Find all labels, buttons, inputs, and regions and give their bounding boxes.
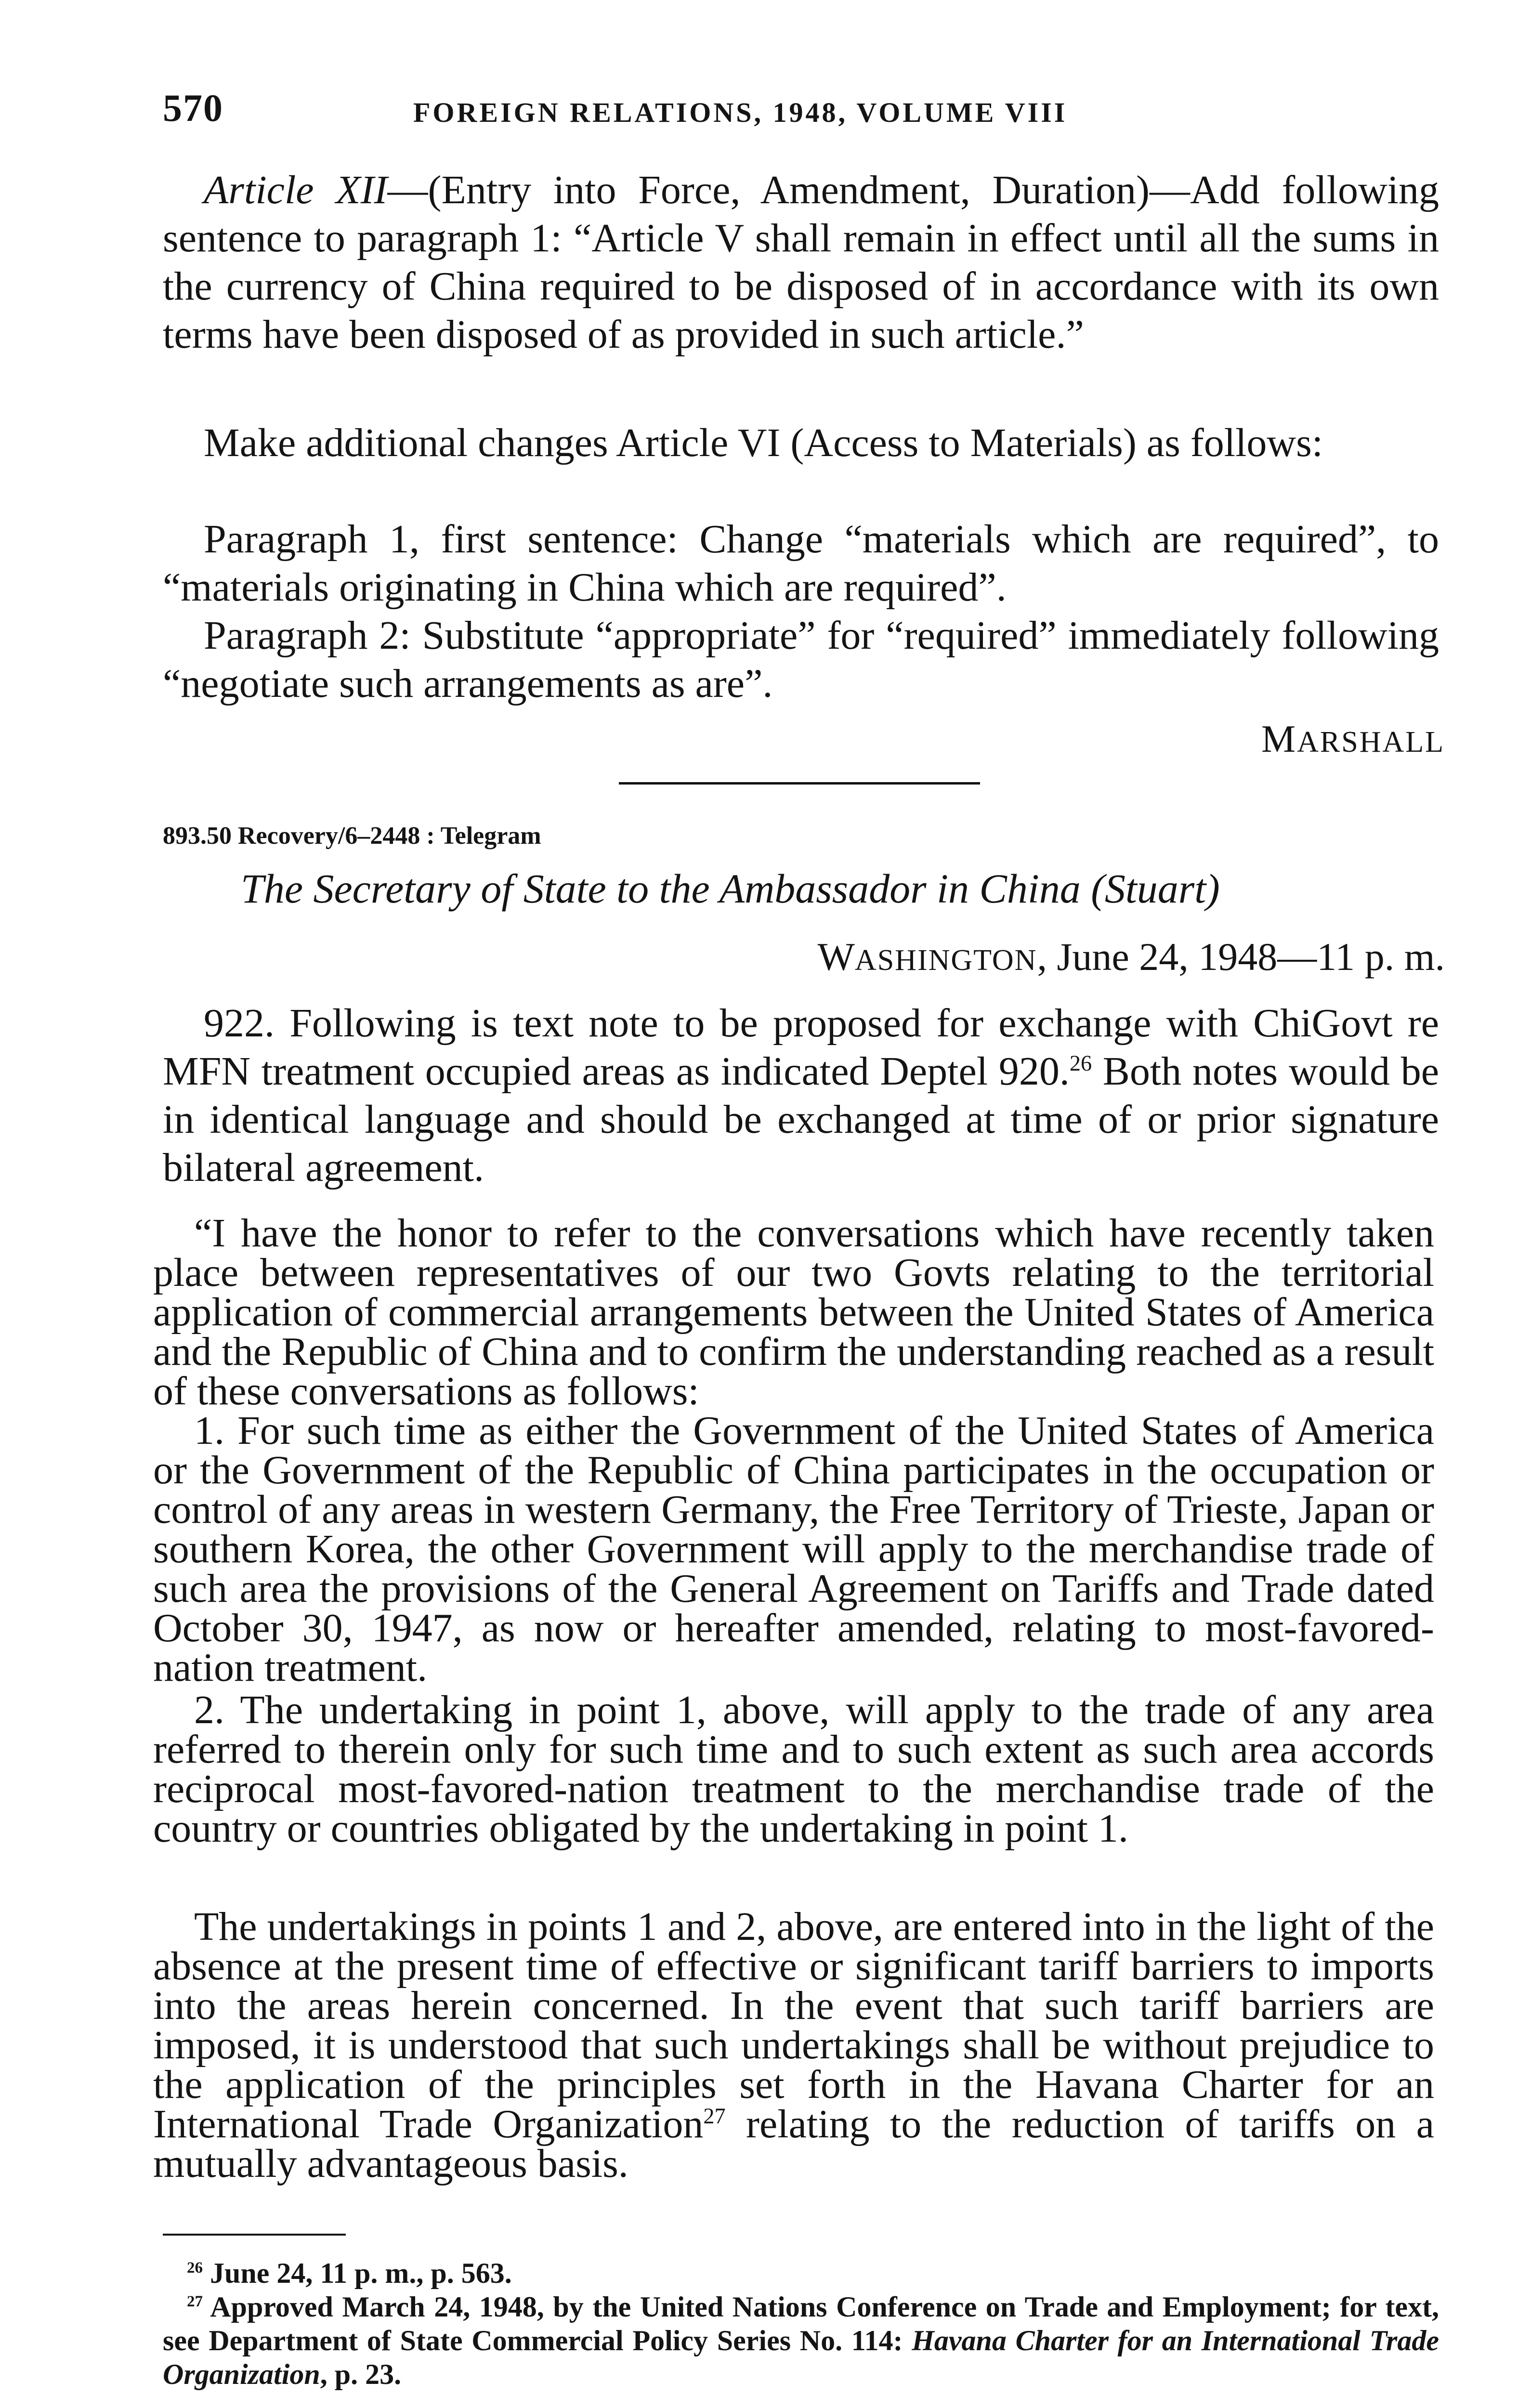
footnote-ref-27: 27 <box>703 2104 726 2128</box>
article-xii-text: —(Entry into Force, Amendment, Duration)—Add following sentence to paragraph 1: “Article V shall remain in effect until all the sums in the currency of China required to be disposed of in accordance with its own terms have been disposed of as provided in such article.” <box>163 168 1439 357</box>
article-xii-label: Article XII <box>204 168 388 212</box>
running-title: FOREIGN RELATIONS, 1948, VOLUME VIII <box>413 97 1068 128</box>
footnote-26: $^{26}$ June 24, 11 p. m., p. 563. <box>187 2257 512 2289</box>
note-opening: “I have the honor to refer to the conversations which have recently taken place between representatives of our two Govts relating to the territorial application of commercial arrangements between the United States of America and the Republic of China and to confirm the understanding reached as a result of these conversations as follows: <box>153 1211 1434 1413</box>
section-divider <box>619 782 980 785</box>
running-header <box>163 87 1439 135</box>
dateline: WASHINGTON, June 24, 1948—11 p. m. <box>817 935 1445 979</box>
document-heading: The Secretary of State to the Ambassador in China (Stuart) <box>241 865 1220 912</box>
paragraph-1-change: Paragraph 1, first sentence: Change “materials which are required”, to “materials originating in China which are required”. <box>163 517 1439 610</box>
telegram-intro: 922. Following is text note to be proposed for exchange with ChiGovt re MFN treatment occupied areas as indicated Deptel 920.26 Both notes would be in identical language and should be exchanged at time of or prior signature bilateral agreement. <box>163 1001 1439 1190</box>
footnote-ref-26: 26 <box>1069 1051 1092 1075</box>
signature-marshall: MARSHALL <box>1261 718 1445 760</box>
footnote-divider <box>163 2234 346 2236</box>
file-reference: 893.50 Recovery/6–2448 : Telegram <box>163 822 541 850</box>
page-number: 570 <box>163 87 223 130</box>
paragraph-2-change: Paragraph 2: Substitute “appropriate” for “required” immediately following “negotiate such arrangements as are”. <box>163 613 1439 706</box>
footnote-27: $^{27}$ Approved March 24, 1948, by the United Nations Conference on Trade and Employment; for text, see Department of State Commercial Policy Series No. 114: Havana Charter for an International Trade Organization, p. 23. <box>163 2291 1439 2390</box>
note-closing-paragraph: The undertakings in points 1 and 2, above, are entered into in the light of the absence at the present time of effective or significant tariff barriers to imports into the areas herein concerned. In the event that such tariff barriers are imposed, it is understood that such undertakings shall be without prejudice to the application of the principles set forth in the Havana Charter for an International Trade Organization$^{27}$ relating to the reduction of tariffs on a mutually advantageous basis. <box>153 1904 1434 2186</box>
note-point-1: 1. For such time as either the Government of the United States of America or the Government of the Republic of China participates in the occupation or control of any areas in western Germany, the Free Territory of Trieste, Japan or southern Korea, the other Government will apply to the merchandise trade of such area the provisions of the General Agreement on Tariffs and Trade dated October 30, 1947, as now or hereafter amended, relating to most-favored-nation treatment. <box>153 1408 1434 1690</box>
footnotes <box>163 2256 1439 2391</box>
note-point-2: 2. The undertaking in point 1, above, will apply to the trade of any area referred to therein only for such time and to such extent as such area accords reciprocal most-favored-nation treatment to the merchandise trade of the country or countries obligated by the undertaking in point 1. <box>153 1688 1434 1851</box>
article-vi-intro: Make additional changes Article VI (Access to Materials) as follows: <box>204 420 1323 465</box>
article-xii-paragraph <box>163 166 1439 359</box>
